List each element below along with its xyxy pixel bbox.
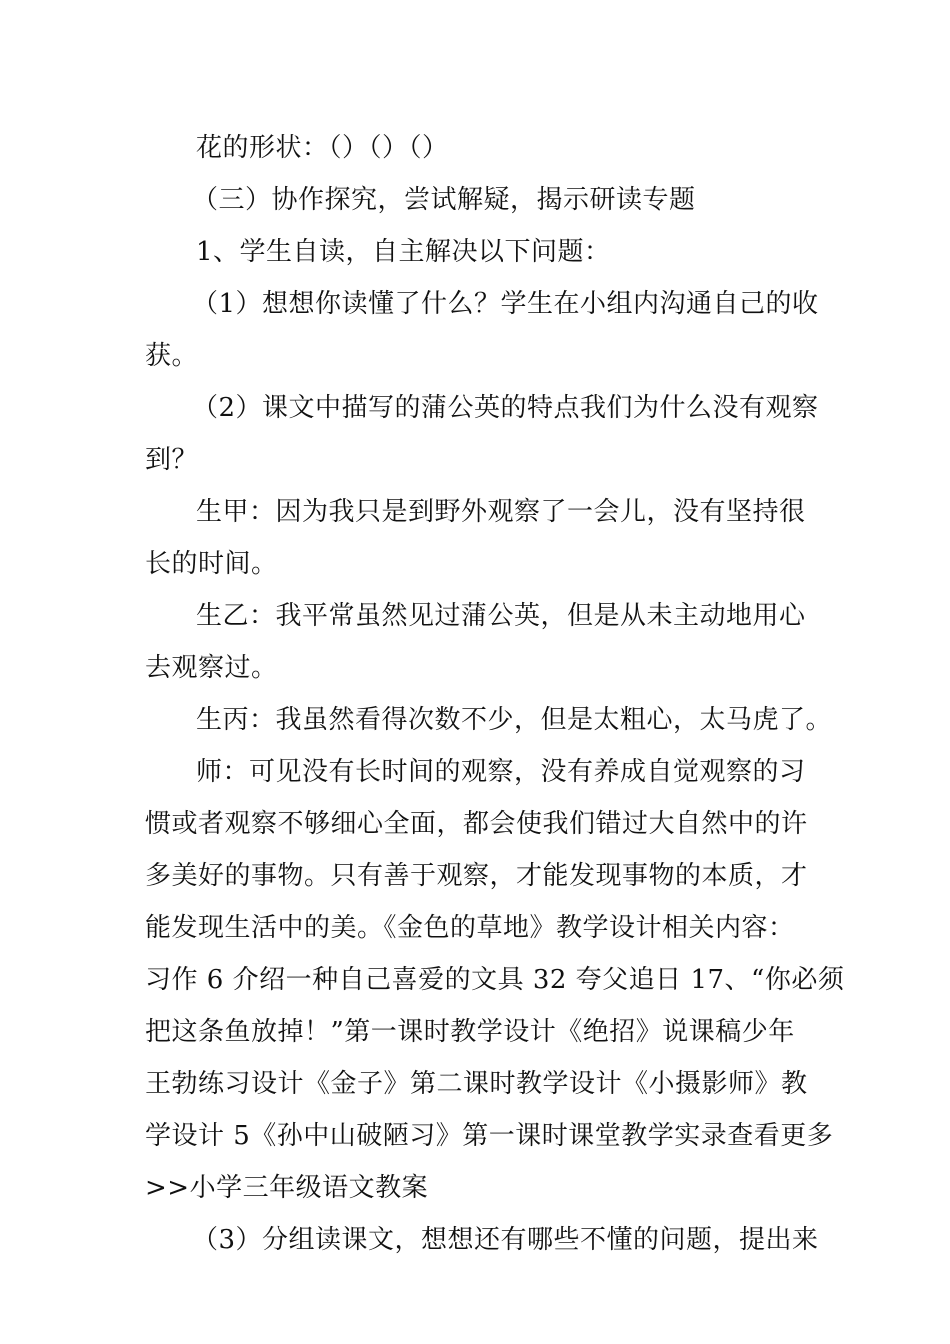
teacher-line-1: 师：可见没有长时间的观察，没有养成自觉观察的习: [196, 757, 806, 787]
related-content-line-5: >>小学三年级语文教案: [145, 1173, 429, 1203]
teacher-line-2: 惯或者观察不够细心全面，都会使我们错过大自然中的许: [145, 809, 808, 839]
question-1-line-2: 获。: [145, 341, 199, 371]
text-line-flower-shape: 花的形状：（）（）（）: [196, 133, 449, 163]
teacher-line-3: 多美好的事物。只有善于观察，才能发现事物的本质，才: [145, 861, 808, 891]
student-a-line-1: 生甲：因为我只是到野外观察了一会儿，没有坚持很: [196, 497, 806, 527]
text-line-step-1: 1、学生自读，自主解决以下问题：: [196, 237, 611, 267]
teacher-line-4: 能发现生活中的美。《金色的草地》教学设计相关内容：: [145, 913, 795, 943]
question-2-line-1: （2）课文中描写的蒲公英的特点我们为什么没有观察: [192, 393, 819, 423]
related-content-line-1: 习作 6 介绍一种自己喜爱的文具 32 夸父追日 17、“你必须: [145, 965, 845, 995]
section-heading-3: （三）协作探究，尝试解疑，揭示研读专题: [192, 185, 696, 215]
question-2-line-2: 到？: [145, 445, 199, 475]
student-b-line-1: 生乙：我平常虽然见过蒲公英，但是从未主动地用心: [196, 601, 806, 631]
student-a-line-2: 长的时间。: [145, 549, 278, 579]
student-b-line-2: 去观察过。: [145, 653, 278, 683]
question-1-line-1: （1）想想你读懂了什么？学生在小组内沟通自己的收: [192, 289, 819, 319]
related-content-line-4: 学设计 5《孙中山破陋习》第一课时课堂教学实录查看更多: [145, 1121, 834, 1151]
related-content-line-3: 王勃练习设计《金子》第二课时教学设计《小摄影师》教: [145, 1069, 808, 1099]
student-c-line: 生丙：我虽然看得次数不少，但是太粗心，太马虎了。: [196, 705, 833, 735]
question-3-line: （3）分组读课文，想想还有哪些不懂的问题，提出来: [192, 1225, 819, 1255]
related-content-line-2: 把这条鱼放掉！”第一课时教学设计《绝招》说课稿少年: [145, 1017, 795, 1047]
